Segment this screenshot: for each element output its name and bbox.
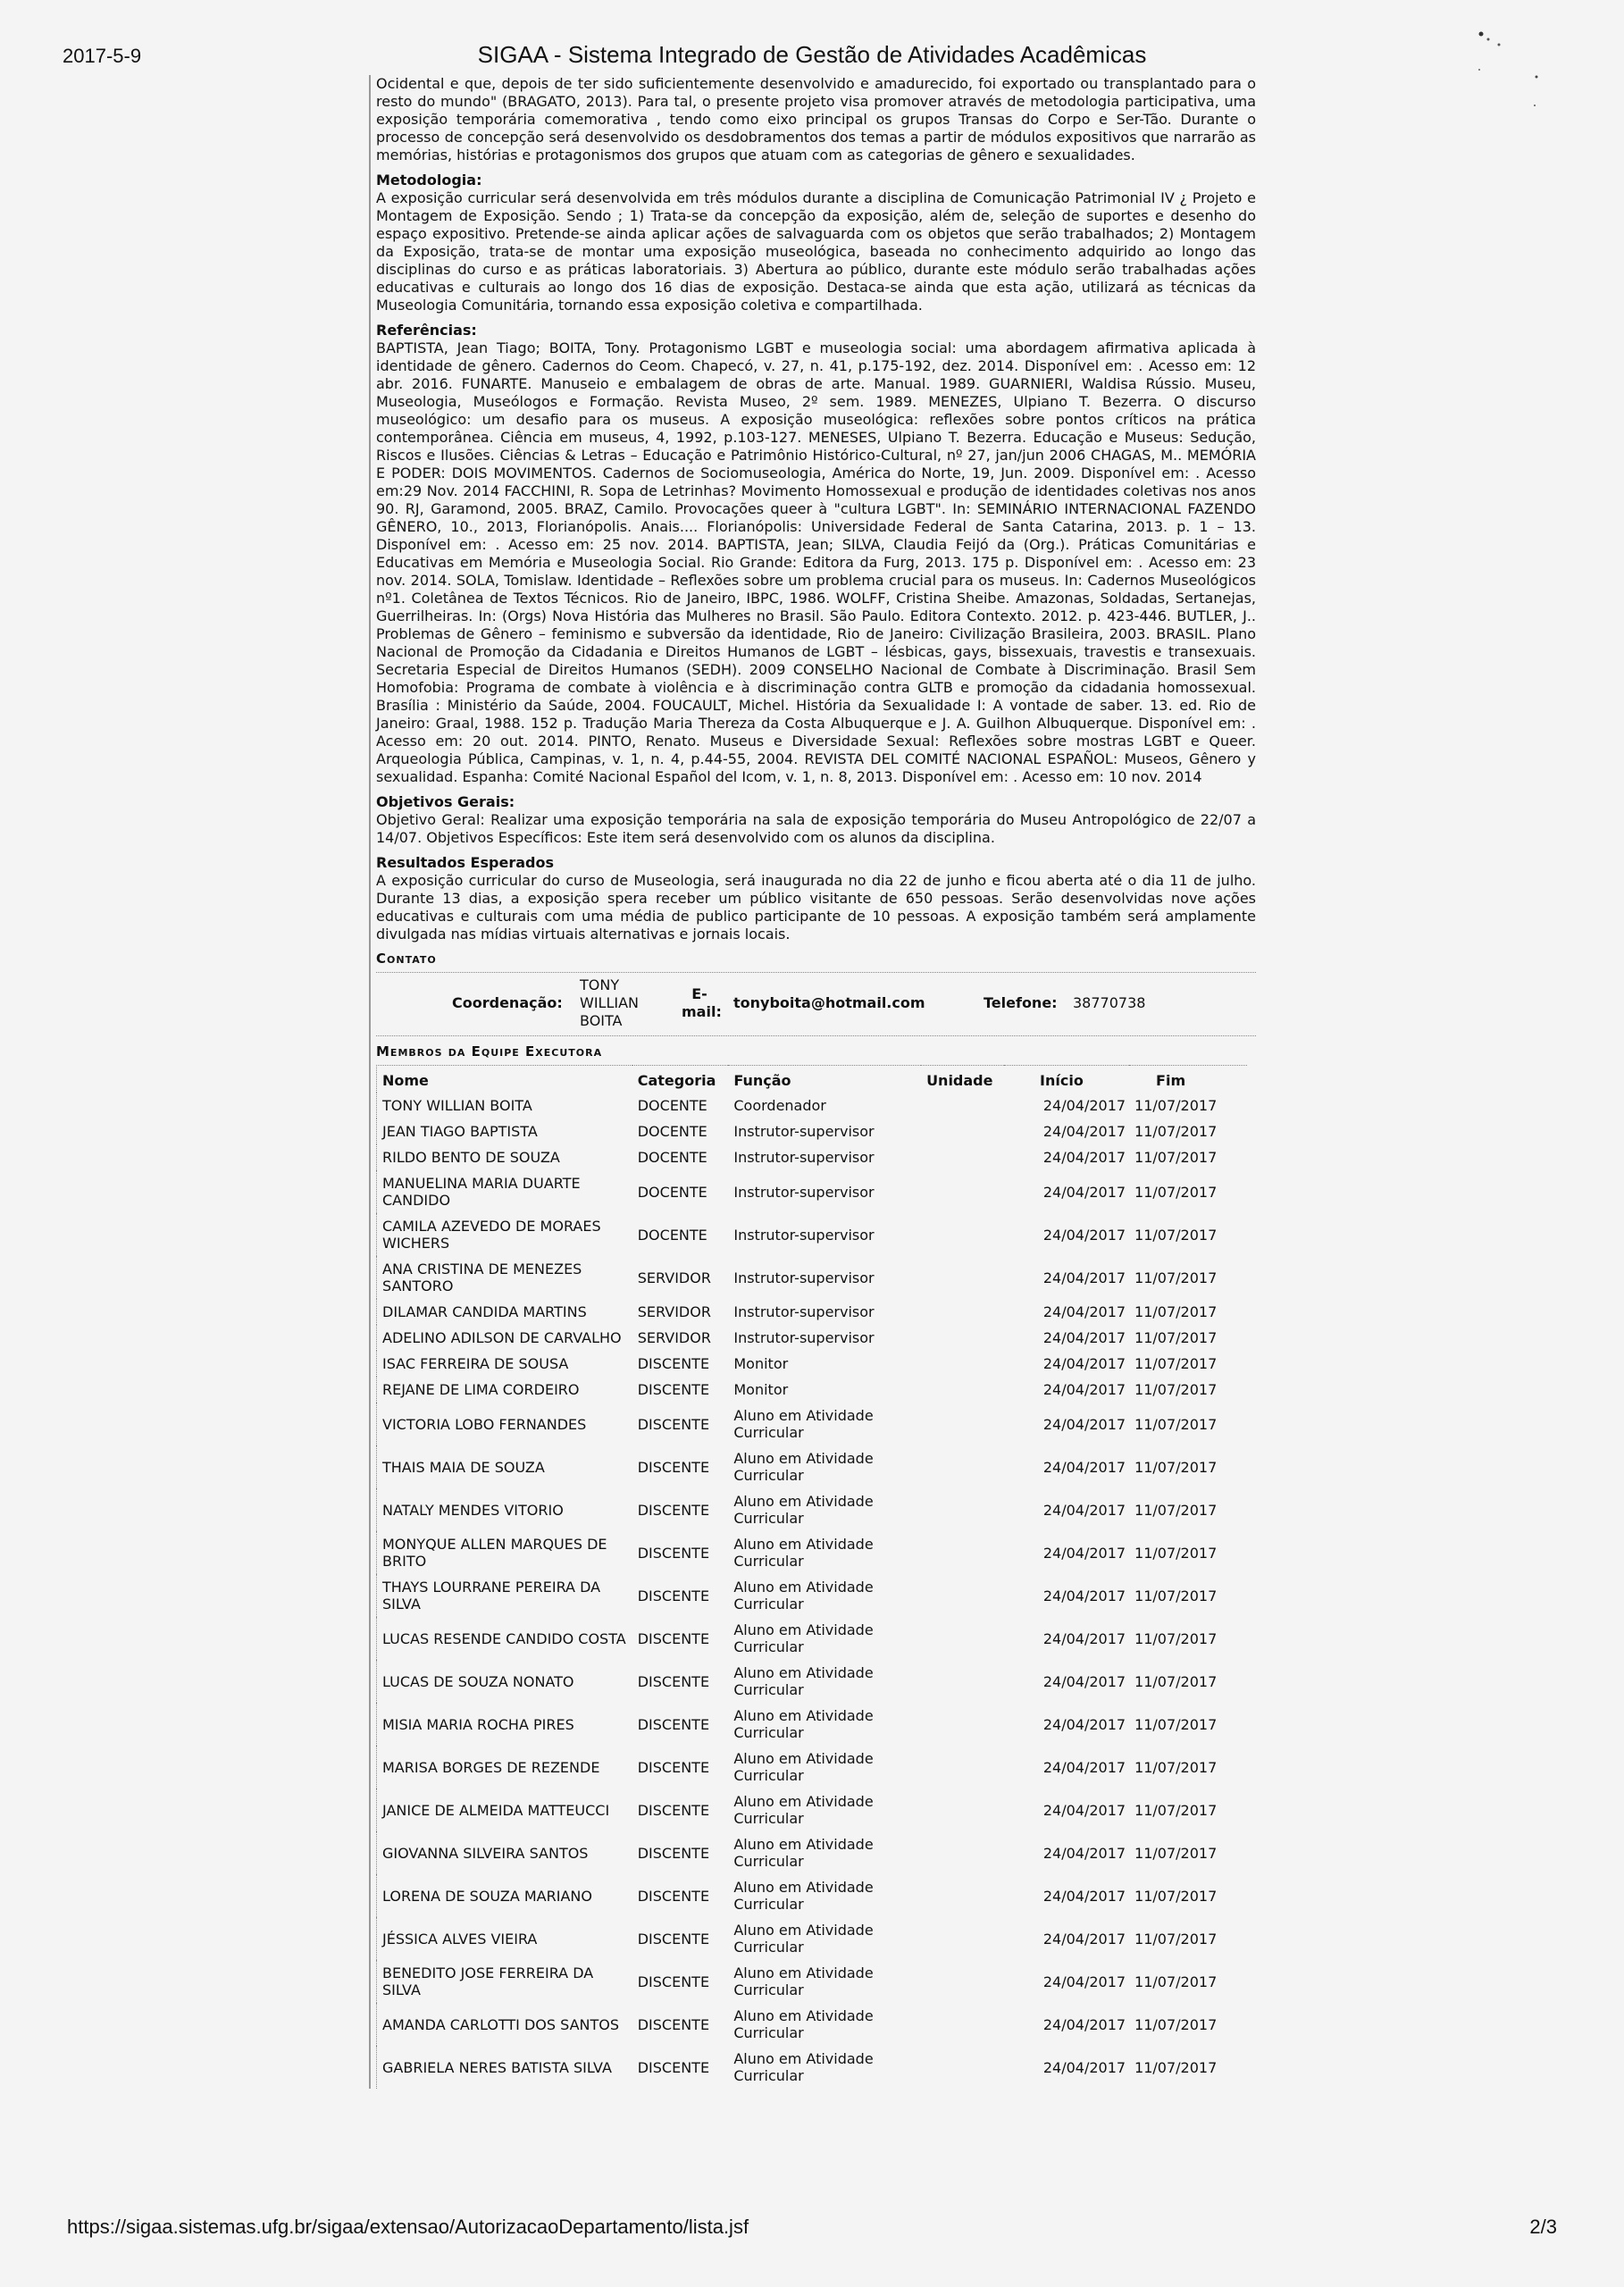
team-heading: Membros da Equipe Executora — [376, 1043, 603, 1060]
cell-categoria: DISCENTE — [637, 1381, 710, 1398]
cell-unidade — [921, 1917, 1004, 1960]
cell-inicio: 24/04/2017 — [1042, 1587, 1126, 1604]
cell-funcao: Monitor — [733, 1381, 789, 1398]
cell-funcao: Aluno em Atividade Curricular — [733, 1964, 874, 1998]
table-header-row — [377, 1066, 1248, 1093]
cell-categoria: SERVIDOR — [637, 1269, 711, 1286]
cell-inicio: 24/04/2017 — [1042, 1097, 1126, 1114]
cell-nome: MONYQUE ALLEN MARQUES DE BRITO — [382, 1536, 607, 1570]
table-row — [377, 1531, 1248, 1574]
intro-paragraph: Ocidental e que, depois de ter sido suficientemente desenvolvido e amadurecido, foi exportado ou transplantado para o resto do mundo" (BRAGATO, 2013). Para tal, o presente projeto visa promover através de metodologia participativa, uma exposição temporária comemorativa , tendo como eixo principal os grupos Transas do Corpo e Ser-Tão. Durante o processo de concepção será desenvolvido os desdobramentos dos temas a partir de módulos expositivos que narrarão as memórias, histórias e protagonismos dos grupos que atuam com as categorias de gênero e sexualidades. — [376, 75, 1256, 163]
contact-box — [376, 972, 1256, 1036]
cell-nome: TONY WILLIAN BOITA — [382, 1097, 532, 1114]
cell-inicio: 24/04/2017 — [1042, 1149, 1126, 1166]
cell-funcao: Instrutor-supervisor — [733, 1183, 875, 1201]
cell-nome: ISAC FERREIRA DE SOUSA — [382, 1355, 569, 1372]
cell-funcao: Instrutor-supervisor — [733, 1149, 875, 1166]
cell-fim: 11/07/2017 — [1134, 1501, 1218, 1519]
cell-inicio: 24/04/2017 — [1042, 1329, 1126, 1346]
cell-categoria: DISCENTE — [637, 1587, 710, 1604]
cell-categoria: DISCENTE — [637, 1801, 710, 1819]
section-title: Referências: — [376, 322, 477, 339]
cell-categoria: DISCENTE — [637, 2058, 710, 2076]
cell-fim: 11/07/2017 — [1134, 2058, 1218, 2076]
cell-fim: 11/07/2017 — [1134, 1672, 1218, 1690]
cell-unidade — [921, 1746, 1004, 1789]
cell-inicio: 24/04/2017 — [1042, 1715, 1126, 1733]
table-row — [377, 1325, 1248, 1351]
cell-inicio: 24/04/2017 — [1042, 1183, 1126, 1201]
cell-nome: ANA CRISTINA DE MENEZES SANTORO — [382, 1261, 582, 1294]
cell-funcao: Aluno em Atividade Curricular — [733, 2007, 874, 2041]
section-objetivos — [376, 793, 1256, 847]
print-date: 2017-5-9 — [63, 45, 142, 67]
cell-unidade — [921, 1703, 1004, 1746]
cell-fim: 11/07/2017 — [1134, 1149, 1218, 1166]
cell-funcao: Instrutor-supervisor — [733, 1303, 875, 1320]
cell-unidade — [921, 1831, 1004, 1874]
cell-fim: 11/07/2017 — [1134, 1123, 1218, 1140]
document-content — [369, 75, 1256, 2089]
cell-nome: JÉSSICA ALVES VIEIRA — [382, 1930, 538, 1948]
cell-inicio: 24/04/2017 — [1042, 1973, 1126, 1990]
cell-fim: 11/07/2017 — [1134, 1844, 1218, 1862]
table-row — [377, 1256, 1248, 1299]
cell-funcao: Aluno em Atividade Curricular — [733, 1621, 874, 1655]
cell-inicio: 24/04/2017 — [1042, 2058, 1126, 2076]
cell-categoria: DOCENTE — [637, 1226, 707, 1244]
cell-inicio: 24/04/2017 — [1042, 1381, 1126, 1398]
cell-fim: 11/07/2017 — [1134, 1381, 1218, 1398]
cell-fim: 11/07/2017 — [1134, 1269, 1218, 1286]
col-unidade: Unidade — [926, 1071, 993, 1089]
table-row — [377, 1789, 1248, 1831]
col-inicio: Início — [1040, 1071, 1084, 1089]
cell-fim: 11/07/2017 — [1134, 1629, 1218, 1647]
cell-funcao: Aluno em Atividade Curricular — [733, 2050, 874, 2084]
cell-funcao: Instrutor-supervisor — [733, 1269, 875, 1286]
table-row — [377, 2046, 1248, 2089]
cell-nome: ADELINO ADILSON DE CARVALHO — [382, 1329, 622, 1346]
cell-categoria: DISCENTE — [637, 1715, 710, 1733]
cell-categoria: DISCENTE — [637, 1458, 710, 1476]
cell-inicio: 24/04/2017 — [1042, 1930, 1126, 1948]
cell-fim: 11/07/2017 — [1134, 1587, 1218, 1604]
table-row — [377, 1299, 1248, 1325]
cell-fim: 11/07/2017 — [1134, 1226, 1218, 1244]
cell-categoria: DISCENTE — [637, 1930, 710, 1948]
table-row — [377, 1170, 1248, 1213]
cell-unidade — [921, 1351, 1004, 1377]
cell-unidade — [921, 1403, 1004, 1445]
cell-nome: DILAMAR CANDIDA MARTINS — [382, 1303, 587, 1320]
cell-inicio: 24/04/2017 — [1042, 1887, 1126, 1905]
table-row — [377, 1574, 1248, 1617]
cell-funcao: Aluno em Atividade Curricular — [733, 1750, 874, 1784]
cell-categoria: SERVIDOR — [637, 1303, 711, 1320]
table-row — [377, 1960, 1248, 2003]
cell-fim: 11/07/2017 — [1134, 1097, 1218, 1114]
cell-unidade — [921, 1445, 1004, 1488]
coordenacao-label: Coordenação: — [452, 994, 563, 1011]
cell-inicio: 24/04/2017 — [1042, 1801, 1126, 1819]
cell-categoria: DISCENTE — [637, 1844, 710, 1862]
col-fim: Fim — [1156, 1071, 1186, 1089]
cell-unidade — [921, 1093, 1004, 1118]
cell-nome: CAMILA AZEVEDO DE MORAES WICHERS — [382, 1218, 601, 1252]
table-row — [377, 1118, 1248, 1144]
section-title: Resultados Esperados — [376, 854, 554, 871]
cell-funcao: Aluno em Atividade Curricular — [733, 1836, 874, 1870]
email-value[interactable]: tonyboita@hotmail.com — [733, 994, 925, 1011]
cell-funcao: Instrutor-supervisor — [733, 1226, 875, 1244]
cell-categoria: DISCENTE — [637, 1672, 710, 1690]
cell-fim: 11/07/2017 — [1134, 1355, 1218, 1372]
cell-unidade — [921, 1170, 1004, 1213]
table-row — [377, 1351, 1248, 1377]
cell-inicio: 24/04/2017 — [1042, 1226, 1126, 1244]
section-resultados — [376, 854, 1256, 943]
table-row — [377, 1445, 1248, 1488]
cell-unidade — [921, 1789, 1004, 1831]
page-number: 2/3 — [1529, 2216, 1557, 2238]
cell-unidade — [921, 1213, 1004, 1256]
table-row — [377, 2003, 1248, 2046]
cell-nome: GABRIELA NERES BATISTA SILVA — [382, 2058, 612, 2076]
table-row — [377, 1874, 1248, 1917]
table-row — [377, 1831, 1248, 1874]
table-row — [377, 1144, 1248, 1170]
page-url: https://sigaa.sistemas.ufg.br/sigaa/extensao/AutorizacaoDepartamento/lista.jsf — [67, 2216, 749, 2238]
cell-categoria: DISCENTE — [637, 1758, 710, 1776]
cell-categoria: DISCENTE — [637, 1355, 710, 1372]
cell-unidade — [921, 1377, 1004, 1403]
cell-nome: AMANDA CARLOTTI DOS SANTOS — [382, 2015, 620, 2033]
coordenacao-value: TONY WILLIAN BOITA — [580, 976, 639, 1029]
table-row — [377, 1703, 1248, 1746]
cell-inicio: 24/04/2017 — [1042, 1355, 1126, 1372]
table-row — [377, 1093, 1248, 1118]
cell-funcao: Instrutor-supervisor — [733, 1123, 875, 1140]
cell-unidade — [921, 2003, 1004, 2046]
section-text: A exposição curricular será desenvolvida em três módulos durante a disciplina de Comunicação Patrimonial IV ¿ Projeto e Montagem de Exposição. Sendo ; 1) Trata-se da concepção da exposição, além de, seleção de suportes e desenho do espaço expositivo. Pretende-se ainda aplicar ações de salvaguarda com os objetos que serão trabalhados; 2) Montagem da Exposição, trata-se de montar uma exposição museológica, baseada no conhecimento adquirido ao longo das disciplinas do curso e as práticas laboratoriais. 3) Abertura ao público, durante este módulo serão trabalhadas ações educativas e culturais ao longo dos 16 dias de exposição. Destaca-se ainda que esta ação, utilizará as técnicas da Museologia Comunitária, tornando essa exposição coletiva e compartilhada. — [376, 189, 1256, 314]
telefone-value: 38770738 — [1073, 994, 1146, 1011]
cell-fim: 11/07/2017 — [1134, 1801, 1218, 1819]
cell-nome: LORENA DE SOUZA MARIANO — [382, 1887, 592, 1905]
cell-nome: RILDO BENTO DE SOUZA — [382, 1149, 560, 1166]
cell-unidade — [921, 1488, 1004, 1531]
cell-nome: JANICE DE ALMEIDA MATTEUCCI — [382, 1801, 610, 1819]
cell-inicio: 24/04/2017 — [1042, 1458, 1126, 1476]
cell-fim: 11/07/2017 — [1134, 1458, 1218, 1476]
cell-fim: 11/07/2017 — [1134, 1715, 1218, 1733]
cell-funcao: Aluno em Atividade Curricular — [733, 1922, 874, 1956]
print-header — [0, 36, 1624, 71]
cell-fim: 11/07/2017 — [1134, 1973, 1218, 1990]
cell-fim: 11/07/2017 — [1134, 1758, 1218, 1776]
col-nome: Nome — [382, 1071, 429, 1089]
cell-unidade — [921, 1325, 1004, 1351]
cell-unidade — [921, 1144, 1004, 1170]
cell-nome: THAYS LOURRANE PEREIRA DA SILVA — [382, 1579, 601, 1613]
cell-nome: MARISA BORGES DE REZENDE — [382, 1758, 600, 1776]
table-row — [377, 1403, 1248, 1445]
cell-categoria: DISCENTE — [637, 1501, 710, 1519]
cell-fim: 11/07/2017 — [1134, 1415, 1218, 1433]
cell-unidade — [921, 1256, 1004, 1299]
cell-fim: 11/07/2017 — [1134, 2015, 1218, 2033]
cell-funcao: Aluno em Atividade Curricular — [733, 1407, 874, 1441]
cell-inicio: 24/04/2017 — [1042, 2015, 1126, 2033]
telefone-label: Telefone: — [984, 994, 1058, 1011]
cell-funcao: Monitor — [733, 1355, 789, 1372]
cell-nome: MISIA MARIA ROCHA PIRES — [382, 1715, 574, 1733]
cell-categoria: DISCENTE — [637, 1544, 710, 1562]
cell-fim: 11/07/2017 — [1134, 1329, 1218, 1346]
cell-inicio: 24/04/2017 — [1042, 1123, 1126, 1140]
section-title: Objetivos Gerais: — [376, 793, 515, 810]
print-footer — [0, 2216, 1624, 2251]
cell-funcao: Aluno em Atividade Curricular — [733, 1793, 874, 1827]
cell-fim: 11/07/2017 — [1134, 1930, 1218, 1948]
cell-inicio: 24/04/2017 — [1042, 1758, 1126, 1776]
table-row — [377, 1488, 1248, 1531]
email-label: E-mail: — [682, 985, 722, 1020]
cell-categoria: DOCENTE — [637, 1123, 707, 1140]
cell-categoria: DISCENTE — [637, 1415, 710, 1433]
contact-heading: Contato — [376, 951, 437, 967]
cell-unidade — [921, 1660, 1004, 1703]
cell-categoria: SERVIDOR — [637, 1329, 711, 1346]
table-row — [377, 1917, 1248, 1960]
cell-nome: LUCAS DE SOUZA NONATO — [382, 1672, 574, 1690]
cell-nome: GIOVANNA SILVEIRA SANTOS — [382, 1844, 589, 1862]
table-row — [377, 1617, 1248, 1660]
table-row — [377, 1377, 1248, 1403]
section-text: Objetivo Geral: Realizar uma exposição temporária na sala de exposição temporária do Museu Antropológico de 22/07 a 14/07. Objetivos Específicos: Este item será desenvolvido com os alunos da disciplina. — [376, 811, 1256, 846]
cell-funcao: Coordenador — [733, 1097, 826, 1114]
cell-nome: REJANE DE LIMA CORDEIRO — [382, 1381, 580, 1398]
cell-funcao: Aluno em Atividade Curricular — [733, 1879, 874, 1913]
cell-unidade — [921, 1299, 1004, 1325]
cell-nome: NATALY MENDES VITORIO — [382, 1501, 564, 1519]
cell-inicio: 24/04/2017 — [1042, 1303, 1126, 1320]
cell-unidade — [921, 1617, 1004, 1660]
table-row — [377, 1660, 1248, 1703]
cell-funcao: Aluno em Atividade Curricular — [733, 1493, 874, 1527]
cell-nome: JEAN TIAGO BAPTISTA — [382, 1123, 538, 1140]
section-text: BAPTISTA, Jean Tiago; BOITA, Tony. Protagonismo LGBT e museologia social: uma abordagem afirmativa aplicada à identidade de gênero. Cadernos do Ceom. Chapecó, v. 27, n. 41, p.175-192, dez. 2014. Disponível em: . Acesso em: 12 abr. 2016. FUNARTE. Manuseio e embalagem de obras de arte. Manual. 1989. GUARNIERI, Waldisa Rússio. Museu, Museologia, Museólogos e Formação. Revista Museo, 2º sem. 1989. MENEZES, Ulpiano T. Bezerra. O discurso museológico: um desafio para os museus. A exposição museológica: reflexões sobre pontos críticos na prática contemporânea. Ciência em museus, 4, 1992, p.103-127. MENESES, Ulpiano T. Bezerra. Educação e Museus: Sedução, Riscos e Ilusões. Ciências & Letras – Educação e Patrimônio Histórico-Cultural, nº 27, jan/jun 2006 CHAGAS, M.. MEMÓRIA E PODER: DOIS MOVIMENTOS. Cadernos de Sociomuseologia, América do Norte, 19, Jun. 2009. Disponível em: . Acesso em:29 Nov. 2014 FACCHINI, R. Sopa de Letrinhas? Movimento Homossexual e produção de identidades coletivas nos anos 90. RJ, Garamond, 2005. BRAZ, Camilo. Provocações queer à "cultura LGBT". In: SEMINÁRIO INTERNACIONAL FAZENDO GÊNERO, 10., 2013, Florianópolis. Anais.... Florianópolis: Universidade Federal de Santa Catarina, 2013. p. 1 – 13. Disponível em: . Acesso em: 25 nov. 2014. BAPTISTA, Jean; SILVA, Claudia Feijó da (Org.). Práticas Comunitárias e Educativas em Memória e Museologia Social. Rio Grande: Editora da Furg, 2013. 175 p. Disponível em: . Acesso em: 23 nov. 2014. SOLA, Tomislaw. Identidade – Reflexões sobre um problema crucial para os museus. In: Cadernos Museológicos nº1. Coletânea de Textos Técnicos. Rio de Janeiro, IBPC, 1986. WOLFF, Cristina Sheibe. Amazonas, Soldadas, Sertanejas, Guerrilheiras. In: (Orgs) Nova História das Mulheres no Brasil. São Paulo. Editora Contexto. 2012. p. 423-446. BUTLER, J.. Problemas de Gênero – feminismo e subversão da identidade, Rio de Janeiro: Civilização Brasileira, 2003. BRASIL. Plano Nacional de Promoção da Cidadania e Direitos Humanos de LGBT – lésbicas, gays, bissexuais, travestis e transexuais. Secretaria Especial de Direitos Humanos (SEDH). 2009 CONSELHO Nacional de Combate à Discriminação. Brasil Sem Homofobia: Programa de combate à violência e à discriminação contra GLTB e promoção da cidadania homossexual. Brasília : Ministério da Saúde, 2004. FOUCAULT, Michel. História da Sexualidade I: A vontade de saber. 13. ed. Rio de Janeiro: Graal, 1988. 152 p. Tradução Maria Thereza da Costa Albuquerque e J. A. Guilhon Albuquerque. Disponível em: . Acesso em: 20 out. 2014. PINTO, Renato. Museus e Diversidade Sexual: Reflexões sobre mostras LGBT e Queer. Arqueologia Pública, Campinas, v. 1, n. 4, p.44-55, 2004. REVISTA DEL COMITÉ NACIONAL ESPAÑOL: Museos, Gênero y sexualidad. Espanha: Comité Nacional Español del Icom, v. 1, n. 8, 2013. Disponível em: . Acesso em: 10 nov. 2014 — [376, 339, 1256, 785]
cell-inicio: 24/04/2017 — [1042, 1629, 1126, 1647]
scan-specks — [1472, 27, 1544, 134]
table-row — [377, 1746, 1248, 1789]
cell-categoria: DOCENTE — [637, 1149, 707, 1166]
cell-fim: 11/07/2017 — [1134, 1544, 1218, 1562]
cell-inicio: 24/04/2017 — [1042, 1844, 1126, 1862]
col-funcao: Função — [733, 1071, 791, 1089]
cell-funcao: Aluno em Atividade Curricular — [733, 1450, 874, 1484]
section-text: A exposição curricular do curso de Museologia, será inaugurada no dia 22 de junho e ficou aberta até o dia 11 de julho. Durante 13 dias, a exposição spera receber um público visitante de 650 pessoas. Serão desenvolvidas nove ações educativas e culturais com uma média de publico participante de 10 pessoas. A exposição também será amplamente divulgada nas mídias virtuais alternativas e jornais locais. — [376, 872, 1256, 942]
cell-categoria: DOCENTE — [637, 1183, 707, 1201]
cell-categoria: DISCENTE — [637, 1629, 710, 1647]
cell-unidade — [921, 1960, 1004, 2003]
cell-inicio: 24/04/2017 — [1042, 1415, 1126, 1433]
team-table — [376, 1065, 1247, 2089]
section-referencias — [376, 322, 1256, 786]
cell-fim: 11/07/2017 — [1134, 1183, 1218, 1201]
cell-fim: 11/07/2017 — [1134, 1887, 1218, 1905]
cell-inicio: 24/04/2017 — [1042, 1501, 1126, 1519]
cell-unidade — [921, 1574, 1004, 1617]
cell-funcao: Aluno em Atividade Curricular — [733, 1664, 874, 1698]
cell-nome: LUCAS RESENDE CANDIDO COSTA — [382, 1629, 626, 1647]
cell-nome: BENEDITO JOSE FERREIRA DA SILVA — [382, 1964, 594, 1998]
cell-unidade — [921, 1874, 1004, 1917]
cell-nome: VICTORIA LOBO FERNANDES — [382, 1415, 587, 1433]
section-title: Metodologia: — [376, 172, 482, 188]
cell-inicio: 24/04/2017 — [1042, 1672, 1126, 1690]
cell-unidade — [921, 1531, 1004, 1574]
cell-categoria: DISCENTE — [637, 1973, 710, 1990]
cell-unidade — [921, 1118, 1004, 1144]
cell-funcao: Aluno em Atividade Curricular — [733, 1707, 874, 1741]
cell-unidade — [921, 2046, 1004, 2089]
cell-nome: MANUELINA MARIA DUARTE CANDIDO — [382, 1175, 581, 1209]
cell-categoria: DOCENTE — [637, 1097, 707, 1114]
cell-funcao: Aluno em Atividade Curricular — [733, 1579, 874, 1613]
table-row — [377, 1213, 1248, 1256]
cell-funcao: Aluno em Atividade Curricular — [733, 1536, 874, 1570]
cell-nome: THAIS MAIA DE SOUZA — [382, 1458, 545, 1476]
cell-funcao: Instrutor-supervisor — [733, 1329, 875, 1346]
cell-categoria: DISCENTE — [637, 2015, 710, 2033]
section-metodologia — [376, 172, 1256, 314]
cell-inicio: 24/04/2017 — [1042, 1544, 1126, 1562]
cell-categoria: DISCENTE — [637, 1887, 710, 1905]
cell-inicio: 24/04/2017 — [1042, 1269, 1126, 1286]
page-title: SIGAA - Sistema Integrado de Gestão de Atividades Acadêmicas — [477, 41, 1147, 68]
col-categoria: Categoria — [637, 1071, 716, 1089]
cell-fim: 11/07/2017 — [1134, 1303, 1218, 1320]
